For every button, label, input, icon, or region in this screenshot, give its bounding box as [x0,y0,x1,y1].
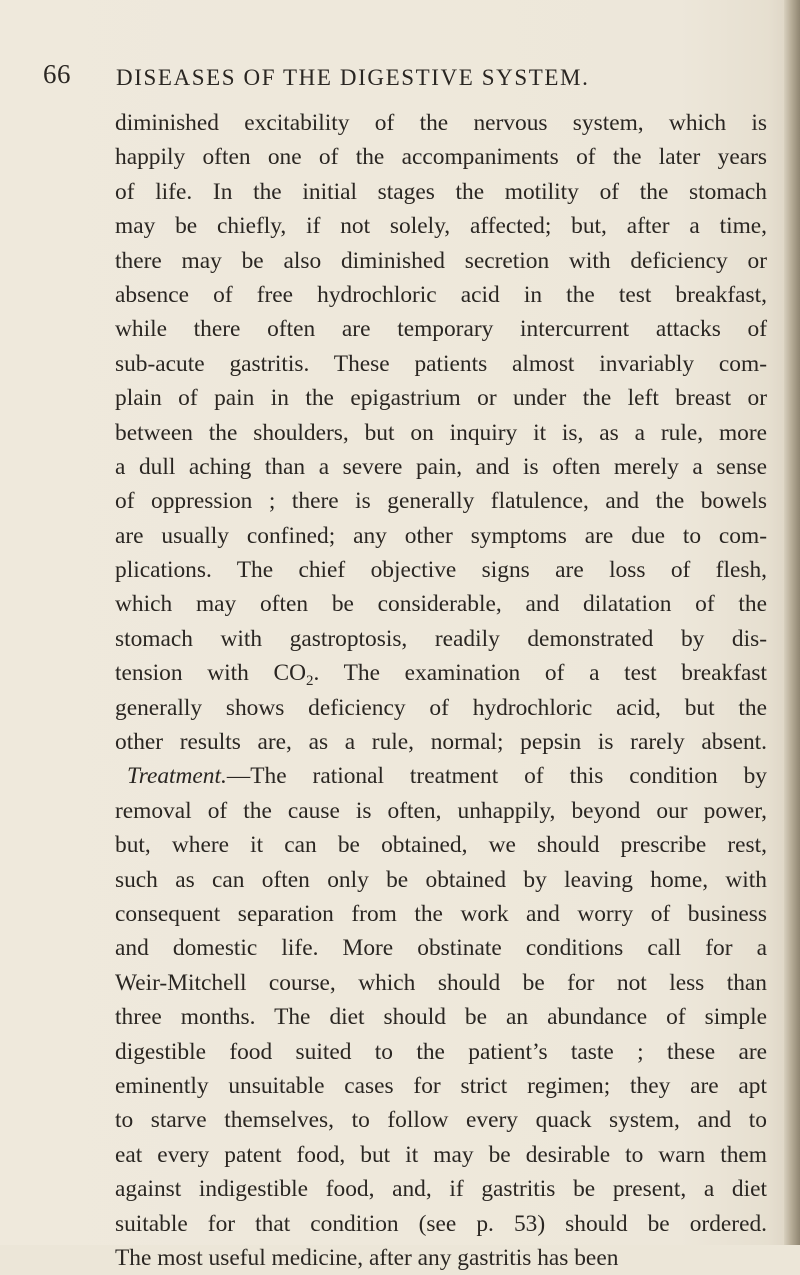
text-line: there may be also diminished secretion with deficiency or [115,247,767,274]
text-line: between the shoulders, but on inquiry it is, as a rule, more [115,419,767,446]
text-line: of life. In the initial stages the motility of the stomach [115,178,767,205]
text-line: which may often be considerable, and dilatation of the [115,591,767,618]
text-line: plain of pain in the epigastrium or under the left breast or [115,385,767,412]
body-text [115,106,767,1275]
treatment-paragraph-line [115,759,767,793]
text-line: diminished excitability of the nervous system, which is [115,110,767,136]
text-line: such as can often only be obtained by leaving home, with [115,866,767,893]
text-line: to starve themselves, to follow every quack system, and to [115,1107,767,1134]
text-line: Weir-Mitchell course, which should be for not less than [115,969,767,996]
text-line: sub-acute gastritis. These patients almost invariably com- [115,350,767,377]
text-line: while there often are temporary intercurrent attacks of [115,316,767,343]
text-line: happily often one of the accompaniments of the later years [115,144,767,171]
chemical-text-before: tension with CO [115,660,306,687]
text-line: of oppression ; there is generally flatulence, and the bowels [115,488,767,515]
text-line: but, where it can be obtained, we should prescribe rest, [115,832,767,859]
text-line: against indigestible food, and, if gastritis be present, a diet [115,1176,767,1203]
text-line-with-subscript [115,656,767,690]
text-line: and domestic life. More obstinate conditions call for a [115,935,767,962]
text-line: The most useful medicine, after any gastritis has been [115,1244,619,1271]
text-line: absence of free hydrochloric acid in the test breakfast, [115,281,767,308]
treatment-heading: Treatment. [127,763,227,790]
text-line: are usually confined; any other symptoms are due to com- [115,522,767,549]
text-line: stomach with gastroptosis, readily demonstrated by dis- [115,625,767,652]
text-line: eminently unsuitable cases for strict regimen; they are apt [115,1072,767,1099]
running-head: DISEASES OF THE DIGESTIVE SYSTEM. [116,65,590,90]
text-line: other results are, as a rule, normal; pepsin is rarely absent. [115,729,767,756]
text-line: eat every patent food, but it may be desirable to warn them [115,1141,767,1168]
page-number: 66 [43,59,71,89]
text-line: generally shows deficiency of hydrochloric acid, but the [115,694,767,721]
text-line: a dull aching than a severe pain, and is often merely a sense [115,453,767,480]
text-line: plications. The chief objective signs are loss of flesh, [115,557,767,584]
text-line: may be chiefly, if not solely, affected; but, after a time, [115,213,767,240]
treatment-line-text: —The rational treatment of this condition by [226,763,767,790]
text-line: removal of the cause is often, unhappily, beyond our power, [115,797,767,824]
text-line: three months. The diet should be an abundance of simple [115,1004,767,1031]
text-line: digestible food suited to the patient’s taste ; these are [115,1038,767,1065]
text-line: consequent separation from the work and worry of business [115,900,767,927]
page-edge-shadow [784,0,800,1245]
chemical-text-after: . The examination of a test breakfast [313,660,768,687]
chemical-subscript: 2 [306,673,314,690]
text-line: suitable for that condition (see p. 53) should be ordered. [115,1210,767,1237]
